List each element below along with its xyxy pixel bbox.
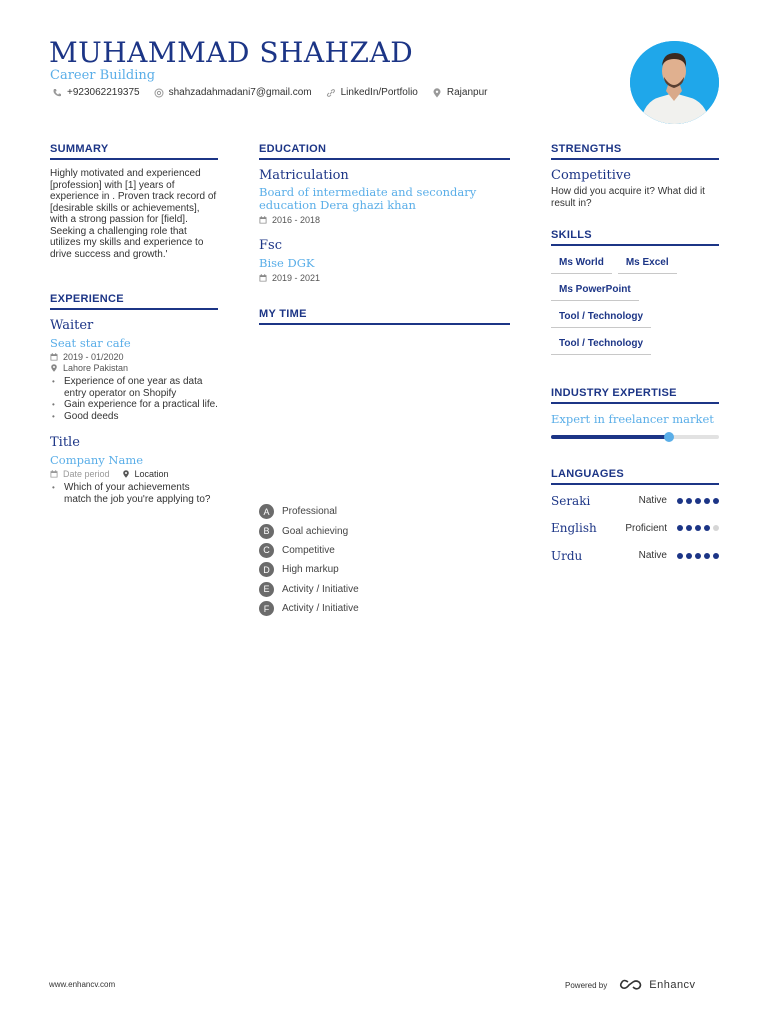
footer-powered-text: Powered by <box>565 980 608 990</box>
language-dots <box>677 553 719 559</box>
education-school: Board of intermediate and secondary education Dera ghazi khan <box>259 185 477 212</box>
education-period-row <box>259 273 510 283</box>
experience-location-row <box>50 363 218 373</box>
language-dots <box>677 525 719 531</box>
language-dot-filled <box>704 553 710 559</box>
skill-tag: Ms PowerPoint <box>551 280 639 301</box>
experience-period: Date period <box>63 469 110 479</box>
education-period: 2019 - 2021 <box>272 273 321 283</box>
contact-location <box>432 87 488 98</box>
summary-text: Highly motivated and experienced [profession] with [1] years of experience in . Proven track record of [desirable skills or achievements], with a strong passion for [field]. Seeking a challenging role that utilizes my skills and experience to drive success and growth.' <box>50 168 217 260</box>
email-icon <box>154 88 164 98</box>
language-dot-filled <box>677 525 683 531</box>
language-dot-filled <box>713 553 719 559</box>
experience-role: Title <box>50 435 80 450</box>
experience-bullet: • Good deeds <box>50 411 218 423</box>
language-dot-filled <box>704 525 710 531</box>
skills-row <box>551 252 719 274</box>
experience-bullets <box>50 376 218 422</box>
language-dot-filled <box>677 498 683 504</box>
my-time-donut-chart <box>259 330 510 480</box>
skills-title: SKILLS <box>551 229 719 246</box>
languages-section <box>551 468 719 570</box>
my-time-title: MY TIME <box>259 308 510 325</box>
contact-location-text: Rajanpur <box>446 87 488 98</box>
experience-bullet: • Which of your achievements match the job you're applying to? <box>50 482 218 505</box>
summary-title: SUMMARY <box>50 143 218 160</box>
language-dot-filled <box>686 553 692 559</box>
experience-item <box>50 318 218 422</box>
footer-brand-text: Enhancv <box>649 979 696 991</box>
language-level: Native <box>638 550 667 562</box>
experience-title: EXPERIENCE <box>50 293 218 310</box>
contact-phone-text: +923062219375 <box>67 87 140 98</box>
education-school: Bise DGK <box>259 256 315 270</box>
language-dot-filled <box>704 498 710 504</box>
legend-item <box>259 541 510 560</box>
language-dot-filled <box>695 498 701 504</box>
link-icon <box>326 88 336 98</box>
industry-label: Expert in freelancer market <box>551 412 714 426</box>
location-icon <box>50 364 58 372</box>
legend-label: Activity / Initiative <box>282 583 359 595</box>
language-dot-filled <box>686 498 692 504</box>
education-title: EDUCATION <box>259 143 510 160</box>
language-item <box>551 515 719 543</box>
language-dot-filled <box>713 498 719 504</box>
skill-tag: Tool / Technology <box>551 307 651 328</box>
contact-link[interactable] <box>326 87 418 98</box>
skills-row <box>551 333 719 355</box>
experience-bullets <box>50 482 218 505</box>
legend-label: High markup <box>282 564 339 576</box>
experience-location-row <box>122 469 169 479</box>
language-level: Proficient <box>625 522 667 534</box>
legend-badge: A <box>259 504 274 519</box>
strength-desc: How did you acquire it? What did it result in? <box>551 186 705 209</box>
strengths-title: STRENGTHS <box>551 143 719 160</box>
my-time-legend <box>259 502 510 618</box>
footer-brand[interactable] <box>619 979 695 991</box>
candidate-name: MUHAMMAD SHAHZAD <box>49 36 414 69</box>
education-period: 2016 - 2018 <box>272 215 321 225</box>
language-dot-filled <box>686 525 692 531</box>
contact-email[interactable] <box>154 87 312 98</box>
experience-bullet: • Gain experience for a practical life. <box>50 399 218 411</box>
experience-company: Seat star cafe <box>50 336 131 350</box>
candidate-subtitle: Career Building <box>50 68 156 83</box>
legend-label: Professional <box>282 506 338 518</box>
skill-tag: Tool / Technology <box>551 334 651 355</box>
language-dot-filled <box>677 553 683 559</box>
legend-badge: F <box>259 601 274 616</box>
strength-name: Competitive <box>551 168 631 183</box>
education-degree: Fsc <box>259 238 282 253</box>
experience-section <box>50 293 218 505</box>
language-dot-filled <box>695 525 701 531</box>
industry-section <box>551 387 719 442</box>
location-icon <box>432 88 442 98</box>
calendar-icon <box>50 470 58 478</box>
education-section <box>259 143 510 283</box>
languages-list <box>551 487 719 570</box>
calendar-icon <box>259 216 267 224</box>
calendar-icon <box>50 353 58 361</box>
experience-period-row <box>50 352 218 362</box>
language-dots <box>677 498 719 504</box>
experience-location: Lahore Pakistan <box>63 363 129 373</box>
contact-email-text: shahzadahmadani7@gmail.com <box>168 87 312 98</box>
contact-phone[interactable] <box>52 87 140 98</box>
skill-tag: Ms Excel <box>618 253 677 274</box>
footer-site-link[interactable]: www.enhancv.com <box>49 980 116 989</box>
language-name: English <box>551 521 597 536</box>
education-degree: Matriculation <box>259 168 349 183</box>
language-level: Native <box>638 495 667 507</box>
experience-period-row <box>50 469 110 479</box>
experience-company: Company Name <box>50 453 144 467</box>
experience-period: 2019 - 01/2020 <box>63 352 124 362</box>
legend-item <box>259 599 510 618</box>
footer-powered <box>565 979 696 991</box>
phone-icon <box>52 88 62 98</box>
education-item <box>259 238 510 283</box>
experience-location: Location <box>134 469 169 479</box>
contact-bar <box>52 87 487 98</box>
skill-tag: Ms World <box>551 253 612 274</box>
languages-title: LANGUAGES <box>551 468 719 485</box>
language-item <box>551 542 719 570</box>
industry-level-knob <box>664 432 674 442</box>
location-icon <box>122 470 130 478</box>
language-item <box>551 487 719 515</box>
legend-item <box>259 502 510 521</box>
calendar-icon <box>259 274 267 282</box>
summary-section <box>50 143 218 260</box>
experience-meta-row <box>50 469 218 479</box>
language-name: Seraki <box>551 493 591 508</box>
contact-link-text: LinkedIn/Portfolio <box>340 87 418 98</box>
education-item <box>259 168 510 225</box>
legend-badge: C <box>259 543 274 558</box>
language-dot-empty <box>713 525 719 531</box>
skills-row <box>551 279 719 301</box>
skills-row <box>551 306 719 328</box>
enhancv-logo-icon <box>619 979 643 991</box>
experience-bullet: • Experience of one year as data entry operator on Shopify <box>50 376 218 399</box>
legend-label: Competitive <box>282 544 335 556</box>
education-period-row <box>259 215 510 225</box>
strengths-section <box>551 143 719 209</box>
skills-section <box>551 229 719 355</box>
legend-badge: E <box>259 582 274 597</box>
legend-label: Goal achieving <box>282 525 349 537</box>
language-dot-filled <box>695 553 701 559</box>
experience-item <box>50 435 218 505</box>
legend-label: Activity / Initiative <box>282 603 359 615</box>
legend-badge: B <box>259 524 274 539</box>
my-time-section <box>259 308 510 325</box>
profile-photo <box>630 41 719 124</box>
legend-item <box>259 560 510 579</box>
experience-role: Waiter <box>50 318 94 333</box>
legend-badge: D <box>259 562 274 577</box>
industry-level-bar <box>551 432 719 442</box>
industry-title: INDUSTRY EXPERTISE <box>551 387 719 404</box>
language-name: Urdu <box>551 548 583 563</box>
legend-item <box>259 521 510 540</box>
industry-level-fill <box>551 435 669 439</box>
legend-item <box>259 580 510 599</box>
